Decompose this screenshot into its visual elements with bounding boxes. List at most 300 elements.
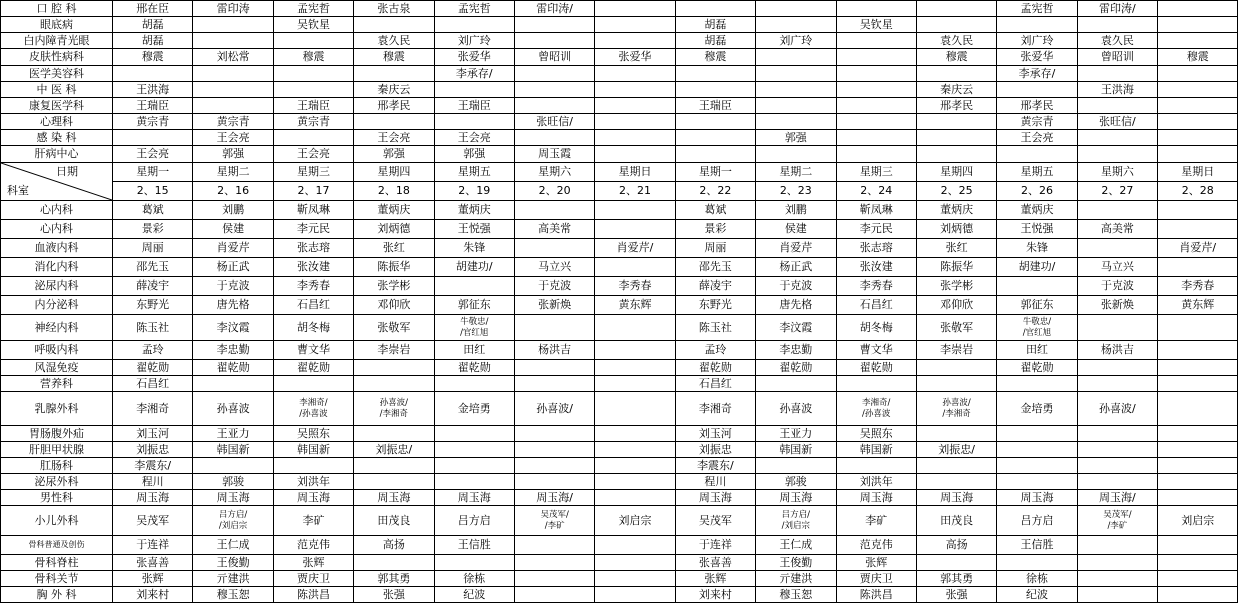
doctor-cell <box>595 474 675 490</box>
doctor-cell: 王瑞臣 <box>113 98 193 114</box>
doctor-cell <box>1077 146 1157 163</box>
doctor-cell: 孙喜波 <box>756 392 836 426</box>
doctor-cell: 李震东/ <box>113 458 193 474</box>
doctor-cell <box>113 130 193 146</box>
doctor-cell: 程川 <box>675 474 755 490</box>
weekday-cell: 星期二 <box>193 163 273 182</box>
doctor-cell <box>1077 458 1157 474</box>
doctor-cell: 陈洪昌 <box>273 587 353 603</box>
doctor-cell <box>1158 442 1238 458</box>
doctor-cell: 胡磊 <box>113 33 193 49</box>
doctor-cell-split <box>916 392 996 426</box>
doctor-cell: 周玉海/ <box>514 490 594 506</box>
doctor-cell <box>1158 17 1238 33</box>
doctor-cell-split <box>514 506 594 536</box>
doctor-cell: 翟乾勋 <box>675 360 755 376</box>
doctor-cell: 于连祥 <box>675 536 755 555</box>
schedule-row <box>1 33 1238 49</box>
doctor-cell: 翟乾勋 <box>836 360 916 376</box>
doctor-cell <box>595 587 675 603</box>
doctor-cell: 王俊勤 <box>193 555 273 571</box>
doctor-cell <box>273 33 353 49</box>
doctor-cell <box>273 130 353 146</box>
doctor-cell: 徐栋 <box>997 571 1077 587</box>
doctor-cell: 亓建洪 <box>193 571 273 587</box>
doctor-cell <box>514 376 594 392</box>
doctor-cell <box>997 474 1077 490</box>
doctor-cell <box>756 49 836 66</box>
schedule-row <box>1 536 1238 555</box>
doctor-cell: 葛斌 <box>113 201 193 220</box>
date-cell: 2、22 <box>675 182 755 201</box>
doctor-cell: 翟乾勋 <box>434 360 514 376</box>
doctor-cell: 吴茂军 <box>113 506 193 536</box>
doctor-cell: 袁久民 <box>1077 33 1157 49</box>
doctor-cell: 黄东辉 <box>595 296 675 315</box>
doctor-cell <box>1158 1 1238 17</box>
doctor-cell: 刘洪年 <box>836 474 916 490</box>
doctor-cell <box>595 130 675 146</box>
doctor-cell: 韩国新 <box>836 442 916 458</box>
doctor-cell: 张敬军 <box>916 315 996 341</box>
doctor-cell: 于克波 <box>1077 277 1157 296</box>
doctor-cell: 张志瑢 <box>273 239 353 258</box>
doctor-cell: 孟宪哲 <box>434 1 514 17</box>
doctor-cell <box>514 426 594 442</box>
doctor-cell-split <box>997 315 1077 341</box>
doctor-cell <box>756 98 836 114</box>
date-cell: 2、15 <box>113 182 193 201</box>
doctor-cell: 王仁成 <box>193 536 273 555</box>
doctor-cell: 郭强 <box>193 146 273 163</box>
doctor-cell: 胡磊 <box>113 17 193 33</box>
department-cell: 口 腔 科 <box>1 1 113 17</box>
doctor-cell <box>997 376 1077 392</box>
doctor-cell: 王亚力 <box>193 426 273 442</box>
schedule-row <box>1 315 1238 341</box>
doctor-cell <box>1158 426 1238 442</box>
doctor-cell: 石昌红 <box>836 296 916 315</box>
doctor-cell: 孟宪哲 <box>273 1 353 17</box>
doctor-name-line: 牛敬忠/ <box>460 316 489 327</box>
doctor-cell: 胡冬梅 <box>836 315 916 341</box>
doctor-cell <box>1158 258 1238 277</box>
doctor-cell: 张旺信/ <box>1077 114 1157 130</box>
doctor-cell: 雷印涛/ <box>1077 1 1157 17</box>
doctor-cell: 邢在臣 <box>113 1 193 17</box>
schedule-row <box>1 571 1238 587</box>
doctor-cell: 刘炳德 <box>916 220 996 239</box>
doctor-cell: 周玉海/ <box>1077 490 1157 506</box>
doctor-cell <box>354 426 434 442</box>
doctor-cell: 吴钦星 <box>273 17 353 33</box>
doctor-cell: 吴照东 <box>836 426 916 442</box>
doctor-cell: 王洪海 <box>1077 82 1157 98</box>
doctor-cell: 黄宗青 <box>997 114 1077 130</box>
doctor-cell: 董炳庆 <box>916 201 996 220</box>
doctor-cell: 张新焕 <box>514 296 594 315</box>
doctor-cell: 刘广玲 <box>997 33 1077 49</box>
doctor-cell: 胡建功/ <box>434 258 514 277</box>
doctor-cell-split <box>836 392 916 426</box>
doctor-cell <box>354 66 434 82</box>
doctor-cell <box>836 66 916 82</box>
doctor-cell <box>836 33 916 49</box>
department-cell: 胃肠腹外疝 <box>1 426 113 442</box>
doctor-cell: 刘广玲 <box>434 33 514 49</box>
doctor-cell: 周玉海 <box>836 490 916 506</box>
weekday-cell: 星期一 <box>675 163 755 182</box>
doctor-cell: 田红 <box>434 341 514 360</box>
doctor-cell <box>514 571 594 587</box>
doctor-cell: 刘鹏 <box>756 201 836 220</box>
doctor-cell <box>1158 130 1238 146</box>
doctor-cell: 王会亮 <box>193 130 273 146</box>
doctor-cell: 周玉海 <box>916 490 996 506</box>
department-cell: 心内科 <box>1 220 113 239</box>
doctor-cell: 张辉 <box>113 571 193 587</box>
doctor-cell: 肖爱芹/ <box>595 239 675 258</box>
doctor-cell: 李秀春 <box>836 277 916 296</box>
doctor-cell: 王会亮 <box>113 146 193 163</box>
date-cell: 2、17 <box>273 182 353 201</box>
doctor-cell <box>1077 315 1157 341</box>
doctor-cell: 范克伟 <box>273 536 353 555</box>
date-cell: 2、23 <box>756 182 836 201</box>
doctor-cell: 范克伟 <box>836 536 916 555</box>
doctor-cell <box>595 258 675 277</box>
weekday-cell: 星期六 <box>514 163 594 182</box>
doctor-cell: 张辉 <box>836 555 916 571</box>
doctor-cell: 程川 <box>113 474 193 490</box>
doctor-cell: 田茂良 <box>916 506 996 536</box>
doctor-cell: 于克波 <box>514 277 594 296</box>
doctor-cell: 石昌红 <box>273 296 353 315</box>
doctor-cell <box>1158 220 1238 239</box>
doctor-cell: 纪波 <box>997 587 1077 603</box>
doctor-cell: 王仁成 <box>756 536 836 555</box>
doctor-cell: 侯建 <box>756 220 836 239</box>
doctor-cell <box>836 82 916 98</box>
schedule-row <box>1 341 1238 360</box>
doctor-name-line: /孙喜波 <box>862 408 891 419</box>
doctor-name-line: /李矿 <box>1107 520 1128 531</box>
doctor-cell <box>836 458 916 474</box>
doctor-cell: 刘松常 <box>193 49 273 66</box>
doctor-cell: 杨洪吉 <box>1077 341 1157 360</box>
department-cell: 肛肠科 <box>1 458 113 474</box>
doctor-cell: 王瑞臣 <box>434 98 514 114</box>
doctor-name-line: 孙喜波/ <box>942 397 971 408</box>
department-cell: 内分泌科 <box>1 296 113 315</box>
doctor-cell <box>1158 458 1238 474</box>
doctor-cell <box>193 33 273 49</box>
doctor-cell <box>595 555 675 571</box>
doctor-cell: 胡建功/ <box>997 258 1077 277</box>
schedule-row <box>1 146 1238 163</box>
doctor-cell: 景彩 <box>113 220 193 239</box>
doctor-cell: 王会亮 <box>354 130 434 146</box>
doctor-cell <box>514 536 594 555</box>
doctor-cell: 周玉海 <box>273 490 353 506</box>
doctor-cell: 薛凌宇 <box>675 277 755 296</box>
doctor-cell: 李元民 <box>273 220 353 239</box>
department-cell: 康复医学科 <box>1 98 113 114</box>
doctor-cell <box>113 66 193 82</box>
doctor-cell <box>354 17 434 33</box>
doctor-cell <box>1077 98 1157 114</box>
doctor-cell <box>916 474 996 490</box>
doctor-name-line: /孙喜波 <box>299 408 328 419</box>
schedule-row <box>1 114 1238 130</box>
doctor-cell: 张爱华 <box>997 49 1077 66</box>
doctor-cell: 李忠勤 <box>193 341 273 360</box>
doctor-cell <box>514 82 594 98</box>
doctor-cell: 陈振华 <box>354 258 434 277</box>
department-cell: 医学美容科 <box>1 66 113 82</box>
doctor-cell: 唐先格 <box>756 296 836 315</box>
doctor-cell: 胡冬梅 <box>273 315 353 341</box>
doctor-cell: 李湘奇 <box>113 392 193 426</box>
doctor-cell <box>434 376 514 392</box>
doctor-cell <box>1158 392 1238 426</box>
doctor-cell: 翟乾勋 <box>997 360 1077 376</box>
doctor-cell: 徐栋 <box>434 571 514 587</box>
weekday-cell: 星期二 <box>756 163 836 182</box>
doctor-cell <box>1077 474 1157 490</box>
doctor-cell <box>595 458 675 474</box>
doctor-cell: 刘振忠/ <box>354 442 434 458</box>
doctor-cell <box>595 376 675 392</box>
doctor-cell: 胡磊 <box>675 17 755 33</box>
schedule-row <box>1 17 1238 33</box>
doctor-cell <box>997 82 1077 98</box>
doctor-cell: 张强 <box>916 587 996 603</box>
doctor-cell: 李秀春 <box>1158 277 1238 296</box>
doctor-cell <box>836 1 916 17</box>
date-cell: 2、16 <box>193 182 273 201</box>
doctor-cell <box>916 130 996 146</box>
doctor-name-line: 吕方启/ <box>218 509 248 520</box>
doctor-cell: 穆震 <box>1158 49 1238 66</box>
doctor-cell <box>756 146 836 163</box>
doctor-cell: 韩国新 <box>756 442 836 458</box>
doctor-cell <box>1158 341 1238 360</box>
doctor-cell: 董炳庆 <box>434 201 514 220</box>
date-cell: 2、25 <box>916 182 996 201</box>
doctor-cell <box>836 130 916 146</box>
doctor-cell: 张强 <box>354 587 434 603</box>
doctor-cell: 穆震 <box>354 49 434 66</box>
doctor-cell: 李汶霞 <box>756 315 836 341</box>
doctor-cell <box>675 66 755 82</box>
doctor-cell <box>595 1 675 17</box>
doctor-cell: 张喜善 <box>675 555 755 571</box>
doctor-cell: 雷印涛 <box>193 1 273 17</box>
doctor-cell <box>273 458 353 474</box>
doctor-cell: 景彩 <box>675 220 755 239</box>
doctor-cell <box>354 114 434 130</box>
doctor-cell: 靳凤琳 <box>836 201 916 220</box>
doctor-cell: 翟乾勋 <box>113 360 193 376</box>
doctor-cell: 陈振华 <box>916 258 996 277</box>
doctor-cell: 孟玲 <box>113 341 193 360</box>
doctor-cell <box>916 555 996 571</box>
doctor-cell <box>514 587 594 603</box>
schedule-row <box>1 49 1238 66</box>
department-cell: 眼底病 <box>1 17 113 33</box>
doctor-cell: 周玉海 <box>756 490 836 506</box>
doctor-cell: 张辉 <box>675 571 755 587</box>
department-cell: 小儿外科 <box>1 506 113 536</box>
doctor-cell <box>514 442 594 458</box>
doctor-cell: 李矿 <box>273 506 353 536</box>
doctor-cell: 李忠勤 <box>756 341 836 360</box>
doctor-cell <box>354 555 434 571</box>
date-cell: 2、19 <box>434 182 514 201</box>
doctor-cell <box>514 66 594 82</box>
doctor-cell: 肖爱芹/ <box>1158 239 1238 258</box>
doctor-cell: 王悦强 <box>997 220 1077 239</box>
department-cell: 呼吸内科 <box>1 341 113 360</box>
doctor-cell: 郭骏 <box>756 474 836 490</box>
doctor-cell: 李湘奇 <box>675 392 755 426</box>
doctor-cell <box>1158 33 1238 49</box>
doctor-cell: 邵先玉 <box>113 258 193 277</box>
doctor-cell: 张辉 <box>273 555 353 571</box>
doctor-cell <box>354 376 434 392</box>
doctor-cell: 陈玉社 <box>113 315 193 341</box>
doctor-cell <box>1077 201 1157 220</box>
doctor-cell: 孙喜波/ <box>1077 392 1157 426</box>
doctor-cell: 杨正武 <box>193 258 273 277</box>
doctor-name-line: /刘启宗 <box>781 520 810 531</box>
doctor-cell: 朱锋 <box>997 239 1077 258</box>
doctor-cell <box>675 130 755 146</box>
doctor-cell <box>595 315 675 341</box>
doctor-cell <box>1158 490 1238 506</box>
doctor-cell: 刘来村 <box>675 587 755 603</box>
doctor-cell: 周丽 <box>675 239 755 258</box>
doctor-cell <box>1077 360 1157 376</box>
doctor-cell <box>434 82 514 98</box>
doctor-cell <box>514 474 594 490</box>
doctor-cell <box>1158 146 1238 163</box>
doctor-cell: 袁久民 <box>916 33 996 49</box>
schedule-row <box>1 220 1238 239</box>
doctor-cell: 王会亮 <box>434 130 514 146</box>
bottom-section <box>1 201 1238 603</box>
doctor-cell: 刘广玲 <box>756 33 836 49</box>
doctor-cell: 靳凤琳 <box>273 201 353 220</box>
schedule-row <box>1 277 1238 296</box>
doctor-cell <box>997 442 1077 458</box>
doctor-cell <box>836 376 916 392</box>
department-cell: 白内障青光眼 <box>1 33 113 49</box>
doctor-cell: 张学彬 <box>354 277 434 296</box>
doctor-cell <box>514 458 594 474</box>
doctor-cell: 黄宗青 <box>193 114 273 130</box>
doctor-name-line: 牛敬忠/ <box>1022 316 1052 327</box>
doctor-cell-split <box>193 506 273 536</box>
schedule-row <box>1 201 1238 220</box>
doctor-cell <box>675 114 755 130</box>
schedule-row <box>1 392 1238 426</box>
doctor-cell: 邵先玉 <box>675 258 755 277</box>
doctor-cell: 刘炳德 <box>354 220 434 239</box>
doctor-cell: 周玉海 <box>434 490 514 506</box>
doctor-cell: 曹文华 <box>273 341 353 360</box>
doctor-cell <box>756 114 836 130</box>
doctor-cell <box>675 146 755 163</box>
doctor-cell: 孟宪哲 <box>997 1 1077 17</box>
weekday-cell: 星期三 <box>836 163 916 182</box>
doctor-cell: 刘玉河 <box>113 426 193 442</box>
doctor-cell <box>595 146 675 163</box>
doctor-cell: 董炳庆 <box>997 201 1077 220</box>
doctor-cell <box>354 458 434 474</box>
doctor-cell <box>193 82 273 98</box>
doctor-cell <box>1077 587 1157 603</box>
doctor-cell: 李承存/ <box>434 66 514 82</box>
department-cell: 消化内科 <box>1 258 113 277</box>
schedule-row <box>1 506 1238 536</box>
date-cell: 2、21 <box>595 182 675 201</box>
doctor-cell <box>1077 555 1157 571</box>
doctor-cell: 于克波 <box>193 277 273 296</box>
doctor-cell <box>1077 571 1157 587</box>
doctor-cell: 马立兴 <box>514 258 594 277</box>
doctor-name-line: 孙喜波/ <box>379 397 409 408</box>
doctor-cell: 王悦强 <box>434 220 514 239</box>
doctor-cell <box>273 376 353 392</box>
doctor-cell <box>514 201 594 220</box>
doctor-cell <box>1077 442 1157 458</box>
doctor-cell: 郭强 <box>354 146 434 163</box>
doctor-cell <box>434 114 514 130</box>
doctor-cell <box>1158 114 1238 130</box>
schedule-row <box>1 66 1238 82</box>
top-section <box>1 1 1238 163</box>
doctor-cell <box>756 82 836 98</box>
doctor-name-line: /李湘奇 <box>379 408 409 419</box>
doctor-cell: 马立兴 <box>1077 258 1157 277</box>
doctor-cell <box>514 130 594 146</box>
doctor-cell <box>595 17 675 33</box>
doctor-name-line: /官红旭 <box>1022 327 1052 338</box>
department-cell: 营养科 <box>1 376 113 392</box>
department-cell: 男性科 <box>1 490 113 506</box>
doctor-cell <box>595 426 675 442</box>
corner-header <box>1 163 113 201</box>
doctor-cell <box>1158 555 1238 571</box>
schedule-row <box>1 426 1238 442</box>
doctor-cell: 穆玉恕 <box>756 587 836 603</box>
doctor-cell <box>1077 426 1157 442</box>
doctor-cell: 翟乾勋 <box>756 360 836 376</box>
weekday-cell: 星期五 <box>434 163 514 182</box>
doctor-cell: 穆震 <box>675 49 755 66</box>
doctor-cell <box>1158 66 1238 82</box>
doctor-cell <box>916 458 996 474</box>
doctor-cell: 孟玲 <box>675 341 755 360</box>
doctor-cell: 刘振忠 <box>675 442 755 458</box>
doctor-cell: 曾昭训 <box>1077 49 1157 66</box>
doctor-cell: 吴茂军 <box>675 506 755 536</box>
doctor-cell <box>1158 201 1238 220</box>
doctor-cell-split <box>434 315 514 341</box>
doctor-cell <box>997 426 1077 442</box>
